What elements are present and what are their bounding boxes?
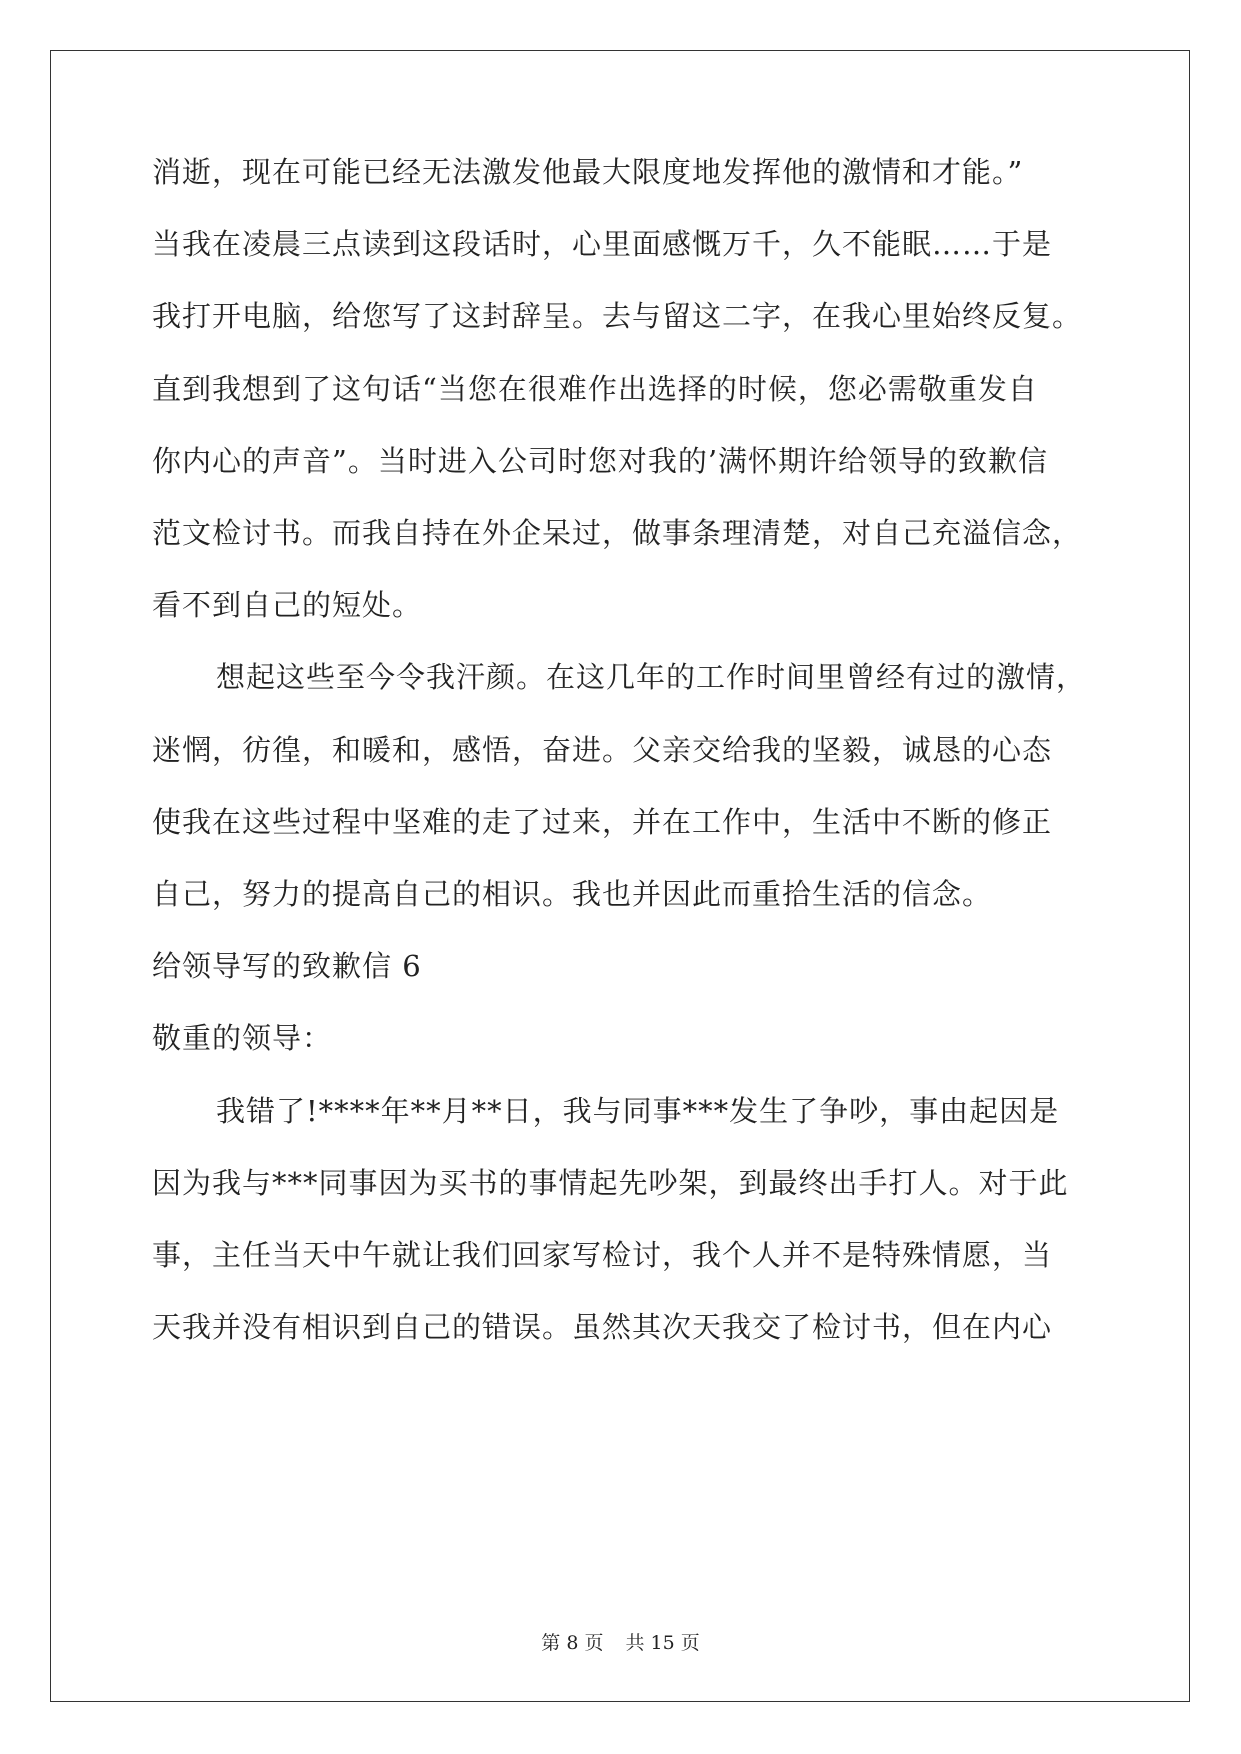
text-line: 你内心的声音”。当时进入公司时您对我的’满怀期许给领导的致歉信 bbox=[152, 444, 1049, 478]
text-line: 当我在凌晨三点读到这段话时，心里面感慨万千，久不能眠……于是 bbox=[152, 227, 1053, 261]
text-line: 直到我想到了这句话“当您在很难作出选择的时候，您必需敬重发自 bbox=[152, 372, 1038, 406]
text-line: 消逝，现在可能已经无法激发他最大限度地发挥他的激情和才能。” bbox=[152, 155, 1024, 189]
text-line: 迷惘，彷徨，和暖和，感悟，奋进。父亲交给我的坚毅，诚恳的心态 bbox=[152, 733, 1053, 767]
page-footer bbox=[0, 1631, 1241, 1655]
text-line: 范文检讨书。而我自持在外企呆过，做事条理清楚，对自己充溢信念， bbox=[152, 516, 1083, 550]
text-line: 事，主任当天中午就让我们回家写检讨，我个人并不是特殊情愿，当 bbox=[152, 1238, 1053, 1272]
page-number: 第 8 页 bbox=[541, 1632, 604, 1654]
paragraph-first-line: 我错了!****年**月**日，我与同事***发生了争吵，事由起因是 bbox=[216, 1094, 1060, 1128]
text-line: 因为我与***同事因为买书的事情起先吵架，到最终出手打人。对于此 bbox=[152, 1166, 1069, 1200]
text-line: 使我在这些过程中坚难的走了过来，并在工作中，生活中不断的修正 bbox=[152, 805, 1053, 839]
salutation: 敬重的领导： bbox=[152, 1021, 333, 1055]
text-line: 自己，努力的提高自己的相识。我也并因此而重拾生活的信念。 bbox=[152, 877, 993, 911]
section-heading: 给领导写的致歉信 6 bbox=[152, 949, 422, 983]
paragraph-first-line: 想起这些至今令我汗颜。在这几年的工作时间里曾经有过的激情， bbox=[216, 660, 1087, 694]
text-line: 天我并没有相识到自己的错误。虽然其次天我交了检讨书，但在内心 bbox=[152, 1310, 1053, 1344]
page-total: 共 15 页 bbox=[625, 1632, 700, 1654]
text-line: 看不到自己的短处。 bbox=[152, 588, 423, 622]
text-line: 我打开电脑，给您写了这封辞呈。去与留这二字，在我心里始终反复。 bbox=[152, 299, 1083, 333]
